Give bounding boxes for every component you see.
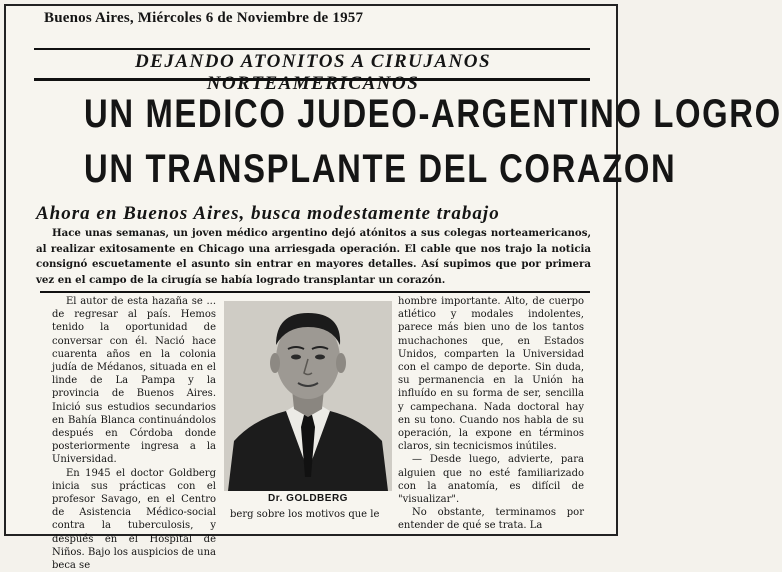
headline-line-2: UN TRANSPLANTE DEL CORAZON [84, 147, 677, 191]
left-column [52, 295, 216, 572]
right-column-paragraph-1: hombre importante. Alto, de cuerpo atlético y modales indolentes, parece más bien uno de los tantos muchachones que, en Estados Unidos, comparten la Universidad con el campo de deporte. Sin duda, su permanencia en la Unión ha influído en su forma de ser, sencilla y campechana. Nada doctoral hay en su tono. Cuando nos habla de su operación, la expone en términos claros, sin tecnicismos inútiles. [398, 296, 584, 453]
middle-column [230, 508, 390, 528]
column-rule [40, 291, 590, 293]
right-column [398, 295, 584, 532]
photo-caption: Dr. GOLDBERG [268, 493, 348, 504]
left-column-paragraph-1: El autor de esta hazaña se ... de regresar al país. Hemos tenido la oportunidad de conversar con él. Nació hace cuarenta años en la colonia judía de Médanos, situada en el linde de La Pampa y la provincia de Buenos Aires. Inició sus estudios secundarios en Bahía Blanca continuándolos después en Córdoba donde posteriormente ingresa a la Universidad. [52, 296, 216, 466]
kicker-rule-top [34, 48, 590, 50]
portrait-illustration [224, 301, 392, 491]
subheadline: Ahora en Buenos Aires, busca modestamente trabajo [36, 203, 500, 224]
portrait-photo [224, 301, 392, 491]
dateline: Buenos Aires, Miércoles 6 de Noviembre de 1957 [44, 10, 364, 26]
kicker-rule-bottom [34, 78, 590, 81]
lead-paragraph: Hace unas semanas, un joven médico argentino dejó atónitos a sus colegas norteamericanos, al realizar exitosamente en Chicago una arriesgada operación. El cable que nos trajo la noticia consignó escuetamente el asunto sin entrar en mayores detalles. Así supimos que por primera vez en el campo de la cirugía se había logrado transplantar un corazón. [36, 227, 591, 286]
kicker: DEJANDO ATONITOS A CIRUJANOS NORTEAMERICANOS [134, 51, 492, 94]
headline-line-1: UN MEDICO JUDEO-ARGENTINO LOGRO [84, 92, 782, 136]
left-column-paragraph-2: En 1945 el doctor Goldberg inicia sus prácticas con el profesor Savago, en el Centro de Asistencia Médico-social contra la tuberculosis, y después en el Hospital de Niños. Bajo los auspicios de una beca se [52, 467, 216, 572]
right-column-paragraph-2: — Desde luego, advierte, para alguien que no esté familiarizado con la anatomía, es difícil de "visualizar". [398, 454, 584, 506]
right-column-paragraph-3: No obstante, terminamos por entender de qué se trata. La [398, 507, 584, 532]
middle-column-text: berg sobre los motivos que le [230, 509, 380, 520]
